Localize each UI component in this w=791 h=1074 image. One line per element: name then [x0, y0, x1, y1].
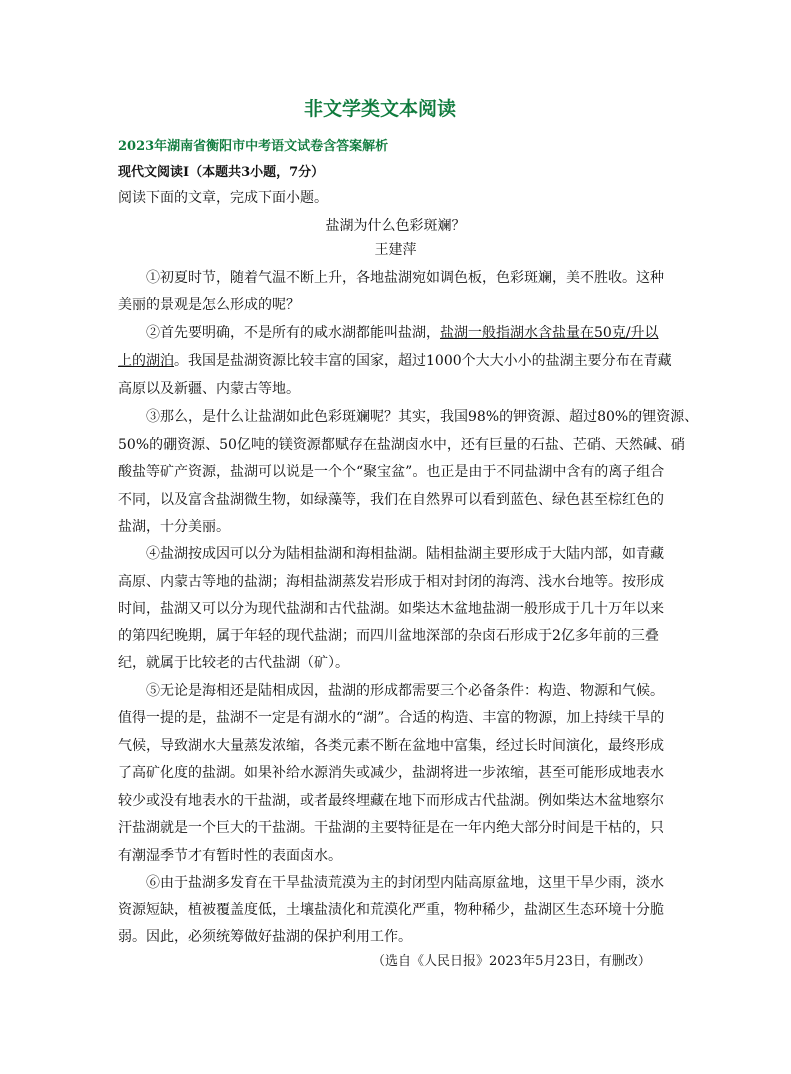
paragraph-5-line-5: 较少或没有地表水的干盐湖，或者最终埋藏在地下而形成古代盐湖。例如柴达木盆地察尔: [118, 793, 664, 809]
paragraph-2-text: 。我国是盐湖资源比较丰富的国家，超过1000个大大小小的盐湖主要分布在青藏: [174, 353, 672, 369]
article-source-citation: （选自《人民日报》2023年5月23日，有删改）: [372, 954, 651, 969]
underlined-definition-end: 上的湖泊: [118, 353, 174, 369]
paragraph-5-line-2: 值得一提的是，盐湖不一定是有湖水的“湖”。合适的构造、丰富的物源，加上持续干旱的: [118, 710, 665, 726]
paragraph-5-line-6: 汗盐湖就是一个巨大的干盐湖。干盐湖的主要特征是在一年内绝大部分时间是干枯的，只: [118, 820, 664, 836]
paragraph-3-line-1: ③那么，是什么让盐湖如此色彩斑斓呢？其实，我国98%的钾资源、超过80%的锂资源、: [146, 409, 699, 425]
underlined-definition: 盐湖一般指湖水含盐量在50克/升以: [440, 325, 659, 341]
paragraph-5-line-1: ⑤无论是海相还是陆相成因，盐湖的形成都需要三个必备条件：构造、物源和气候。: [146, 683, 664, 699]
paragraph-2-line-1: [146, 322, 659, 342]
article-author: 王建萍: [374, 242, 417, 258]
paragraph-6-line-1: ⑥由于盐湖多发育在干旱盐渍荒漠为主的封闭型内陆高原盆地，这里干旱少雨，淡水: [146, 875, 664, 891]
paragraph-2-text: ②首先要明确，不是所有的咸水湖都能叫盐湖，: [146, 325, 440, 341]
paragraph-4-line-4: 的第四纪晚期，属于年轻的现代盐湖；而四川盆地深部的杂卤石形成于2亿多年前的三叠: [118, 628, 659, 644]
paragraph-5-line-7: 有潮湿季节才有暂时性的表面卤水。: [118, 848, 342, 864]
paragraph-6-line-2: 资源短缺，植被覆盖度低，土壤盐渍化和荒漠化严重，物种稀少，盐湖区生态环境十分脆: [118, 902, 664, 918]
paragraph-1-line-2: 美丽的景观是怎么形成的呢？: [118, 297, 300, 313]
paragraph-2-line-2: [118, 350, 672, 370]
paragraph-5-line-3: 气候，导致湖水大量蒸发浓缩，各类元素不断在盆地中富集，经过长时间演化，最终形成: [118, 738, 664, 754]
reading-instruction: 阅读下面的文章，完成下面小题。: [118, 190, 328, 206]
paragraph-3-line-2: 50%的硼资源、50亿吨的镁资源都赋存在盐湖卤水中，还有巨量的石盐、芒硝、天然碱、硝: [118, 437, 685, 453]
paragraph-4-line-1: ④盐湖按成因可以分为陆相盐湖和海相盐湖。陆相盐湖主要形成于大陆内部，如青藏: [146, 546, 664, 562]
paragraph-3-line-5: 盐湖，十分美丽。: [118, 519, 230, 535]
paragraph-3-line-3: 酸盐等矿产资源，盐湖可以说是一个个“聚宝盆”。也正是由于不同盐湖中含有的离子组合: [118, 464, 665, 480]
paragraph-2-line-3: 高原以及新疆、内蒙古等地。: [118, 381, 300, 397]
section-heading: 现代文阅读Ⅰ（本题共3小题，7分）: [118, 165, 325, 180]
exam-source-subtitle: 2023年湖南省衡阳市中考语文试卷含答案解析: [118, 139, 389, 154]
paragraph-4-line-3: 时间，盐湖又可以分为现代盐湖和古代盐湖。如柴达木盆地盐湖一般形成于几十万年以来: [118, 601, 664, 617]
paragraph-4-line-5: 纪，就属于比较老的古代盐湖（矿）。: [118, 655, 349, 671]
document-title: 非文学类文本阅读: [303, 98, 456, 120]
paragraph-4-line-2: 高原、内蒙古等地的盐湖；海相盐湖蒸发岩形成于相对封闭的海湾、浅水台地等。按形成: [118, 574, 664, 590]
paragraph-3-line-4: 不同，以及富含盐湖微生物，如绿藻等，我们在自然界可以看到蓝色、绿色甚至棕红色的: [118, 492, 664, 508]
paragraph-5-line-4: 了高矿化度的盐湖。如果补给水源消失或减少，盐湖将进一步浓缩，甚至可能形成地表水: [118, 765, 664, 781]
paragraph-6-line-3: 弱。因此，必须统筹做好盐湖的保护利用工作。: [118, 929, 412, 945]
paragraph-1-line-1: ①初夏时节，随着气温不断上升，各地盐湖宛如调色板，色彩斑斓，美不胜收。这种: [146, 270, 664, 286]
article-title: 盐湖为什么色彩斑斓？: [325, 218, 466, 234]
